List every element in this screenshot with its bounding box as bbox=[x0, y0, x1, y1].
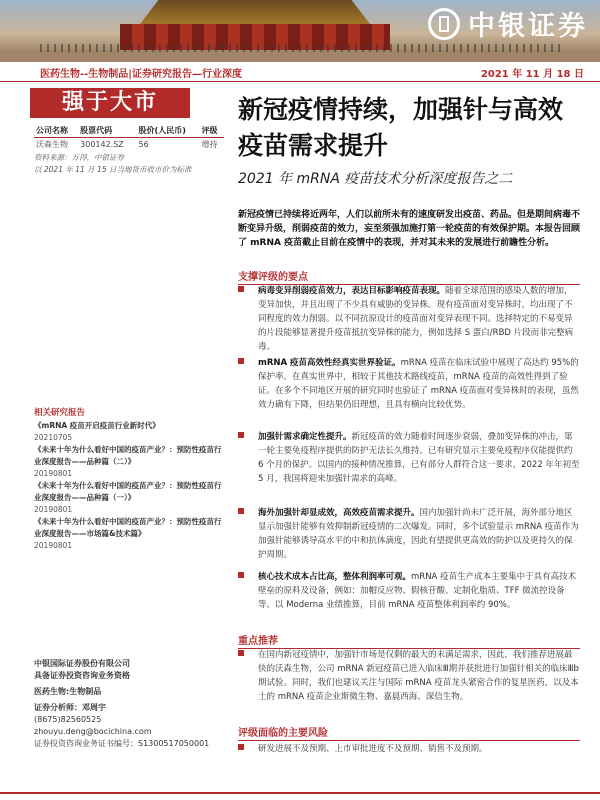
bullet-item bbox=[238, 356, 580, 410]
report-date: 20190801 bbox=[34, 469, 73, 478]
recommend-item bbox=[238, 648, 580, 702]
rating-badge: 强于大市 bbox=[30, 88, 190, 118]
boc-logo-icon bbox=[428, 8, 460, 40]
bullet-head: 加强针需求确定性提升。 bbox=[258, 432, 352, 442]
bullet-text: 新冠疫苗的效力随着时间逐步衰弱，叠加变异株的冲击，第一轮主要免疫程序提供的防护无法长久维持。已有研究显示主要免疫程序仅能提供约 6 个月的保护。以国内的接种情况推算，已有部分人群符合这一要求，2022 年年初至 5 月，我国将迎来加强针需求的高峰。 bbox=[258, 432, 580, 484]
list-item bbox=[34, 516, 224, 552]
company-qualification: 具备证券投资咨询业务资格 bbox=[34, 671, 130, 680]
related-reports-list bbox=[34, 420, 224, 552]
report-link[interactable]: 《未来十年为什么看好中国的疫苗产业？：预防性疫苗行业深度报告——市场篇&技术篇》 bbox=[34, 517, 222, 538]
list-item bbox=[34, 480, 224, 516]
bullet-text: mRNA 疫苗在临床试验中展现了高达约 95%的保护率。在真实世界中，相较于其他技术路线疫苗，mRNA 疫苗的高效性得到了验证。在多个不同地区开展的研究同时也验证了 mRNA 疫苗面对变异株时的表现，虽然效力确有下降，但结果仍旧理想，且具有横向比较优势。 bbox=[258, 358, 579, 410]
logo-text: 中银证券 bbox=[468, 11, 588, 42]
table-header-row bbox=[34, 124, 224, 138]
header-image bbox=[0, 0, 600, 62]
company-info bbox=[34, 658, 224, 750]
bullet-head: 病毒变异削弱疫苗效力，表达目标影响疫苗表现。 bbox=[258, 286, 446, 296]
bullet-square-icon bbox=[238, 744, 244, 750]
bullet-square-icon bbox=[238, 508, 244, 514]
analyst-name: 证券分析师：邓周宇 bbox=[34, 703, 106, 712]
bullet-item bbox=[238, 430, 580, 484]
bank-logo bbox=[428, 4, 588, 43]
price-note: 以 2021 年 11 月 15 日当地货币收市价为标准 bbox=[34, 165, 192, 174]
bullet-item bbox=[238, 570, 580, 610]
risk-text: 研发进展不及预期、上市审批进度不及预期、销售不及预期。 bbox=[258, 744, 488, 754]
report-date: 20190801 bbox=[34, 505, 73, 514]
analyst-email[interactable]: zhouyu.deng@bocichina.com bbox=[34, 727, 152, 736]
report-date: 20190801 bbox=[34, 541, 73, 550]
table-cell: 56 bbox=[138, 140, 149, 149]
bullet-head: mRNA 疫苗高效性经真实世界验证。 bbox=[258, 358, 401, 368]
stock-table bbox=[34, 124, 224, 151]
source-note: 资料来源：万得，中银证券 bbox=[34, 153, 124, 162]
bullet-text: 国内加强针尚未广泛开展，海外部分地区显示加强针能够有效抑制新冠疫情的二次爆发。同时，多个试验显示 mRNA 疫苗作为加强针能够诱导高水平的中和抗体滴度，因此有望提供更高效的防护以及更持久的保护周期。 bbox=[258, 508, 579, 560]
report-title: 新冠疫情持续，加强针与高效疫苗需求提升 bbox=[238, 95, 564, 160]
report-link[interactable]: 《未来十年为什么看好中国的疫苗产业？：预防性疫苗行业深度报告——品种篇（二）》 bbox=[34, 445, 222, 466]
company-name: 中银国际证券股份有限公司 bbox=[34, 659, 130, 668]
bottom-rule bbox=[0, 792, 600, 794]
bullet-item bbox=[238, 506, 580, 560]
bullet-head: 海外加强针却显成效，高效疫苗需求提升。 bbox=[258, 508, 420, 518]
bullet-head: 核心技术成本占比高，整体利润率可观。 bbox=[258, 572, 412, 582]
bullet-square-icon bbox=[238, 432, 244, 438]
table-cell: 300142.SZ bbox=[80, 140, 124, 149]
bullet-square-icon bbox=[238, 286, 244, 292]
crowd bbox=[40, 44, 560, 52]
intro-paragraph: 新冠疫情已持续将近两年，人们以前所未有的速度研发出疫苗、药品。但是期间病毒不断变异升级，削弱疫苗的效力，妄至须强加施打第一轮疫苗的有效保护期。本报告回顾了 mRNA 疫苗截止目前在疫情中的表现，并对其未来的发展进行前瞻性分析。 bbox=[238, 210, 581, 248]
report-date: 2021 年 11 月 18 日 bbox=[480, 69, 584, 80]
risk-item bbox=[238, 742, 580, 756]
analyst-phone: (8675)82560525 bbox=[34, 715, 102, 724]
table-cell: 增持 bbox=[201, 140, 218, 149]
category-bar bbox=[0, 62, 600, 82]
col-header: 公司名称 bbox=[34, 124, 78, 138]
bullet-square-icon bbox=[238, 572, 244, 578]
list-item bbox=[34, 444, 224, 480]
analyst-cert: 证券投资咨询业务证书编号：S1300517050001 bbox=[34, 739, 210, 748]
related-reports-title: 相关研究报告 bbox=[34, 408, 86, 418]
report-link[interactable]: 《未来十年为什么看好中国的疫苗产业？：预防性疫苗行业深度报告——品种篇（一）》 bbox=[34, 481, 222, 502]
section-risk-title: 评级面临的主要风险 bbox=[238, 724, 580, 741]
section-support-title: 支撑评级的要点 bbox=[238, 268, 580, 285]
table-cell: 沃森生物 bbox=[36, 140, 68, 149]
section-recommend-title: 重点推荐 bbox=[238, 632, 580, 649]
bullet-square-icon bbox=[238, 358, 244, 364]
col-header: 评级 bbox=[199, 124, 224, 138]
bullet-item bbox=[238, 284, 580, 352]
sector-label: 医药生物:生物制品 bbox=[34, 687, 102, 696]
report-link[interactable]: 《mRNA 疫苗开启疫苗行业新时代》 bbox=[34, 421, 160, 430]
col-header: 股价(人民币) bbox=[137, 124, 200, 138]
recommend-text: 在国内新冠疫情中，加强针市场是仅剩的最大的未满足需求，因此，我们推荐进展最快的沃森生物，公司 mRNA 新冠疫苗已进入临床Ⅲ期并获批进行加强针相关的临床Ⅲb 期试验。同时，我们也建议关注与国际 mRNA 疫苗龙头紧密合作的复星医药，以及本土的 mRNA 疫苗企业斯微生物、嘉晨西海、深信生物。 bbox=[258, 650, 579, 702]
report-subtitle: 2021 年 mRNA 疫苗技术分析深度报告之二 bbox=[238, 171, 513, 187]
category-line: 医药生物--生物制品|证券研究报告—行业深度 bbox=[40, 69, 242, 80]
bullet-text: 随着全球范围的感染人数的增加，变异加快，并且出现了不少具有威胁的变异株。现有疫苗面对变异株时，均出现了不同程度的效力削弱。以不同抗原设计的疫苗面对变异表现不同。选择特定的不易变异的片段能够显著提升疫苗抵抗变异株的能力，例如选择 S 蛋白/RBD 片段而非完整病毒。 bbox=[258, 286, 574, 352]
list-item bbox=[34, 420, 224, 444]
table-row bbox=[34, 138, 224, 152]
bullet-square-icon bbox=[238, 650, 244, 656]
col-header: 股票代码 bbox=[78, 124, 136, 138]
report-date: 20210705 bbox=[34, 433, 73, 442]
bullet-text: mRNA 疫苗生产成本主要集中于具有高技术壁垒的原料及设备，例如：加帽反应物、假核苷酸、定制化脂质、TFF 微流控设备等。以 Moderna 业绩推算，目前 mRNA 疫苗整体利润率约 90%。 bbox=[258, 572, 577, 610]
